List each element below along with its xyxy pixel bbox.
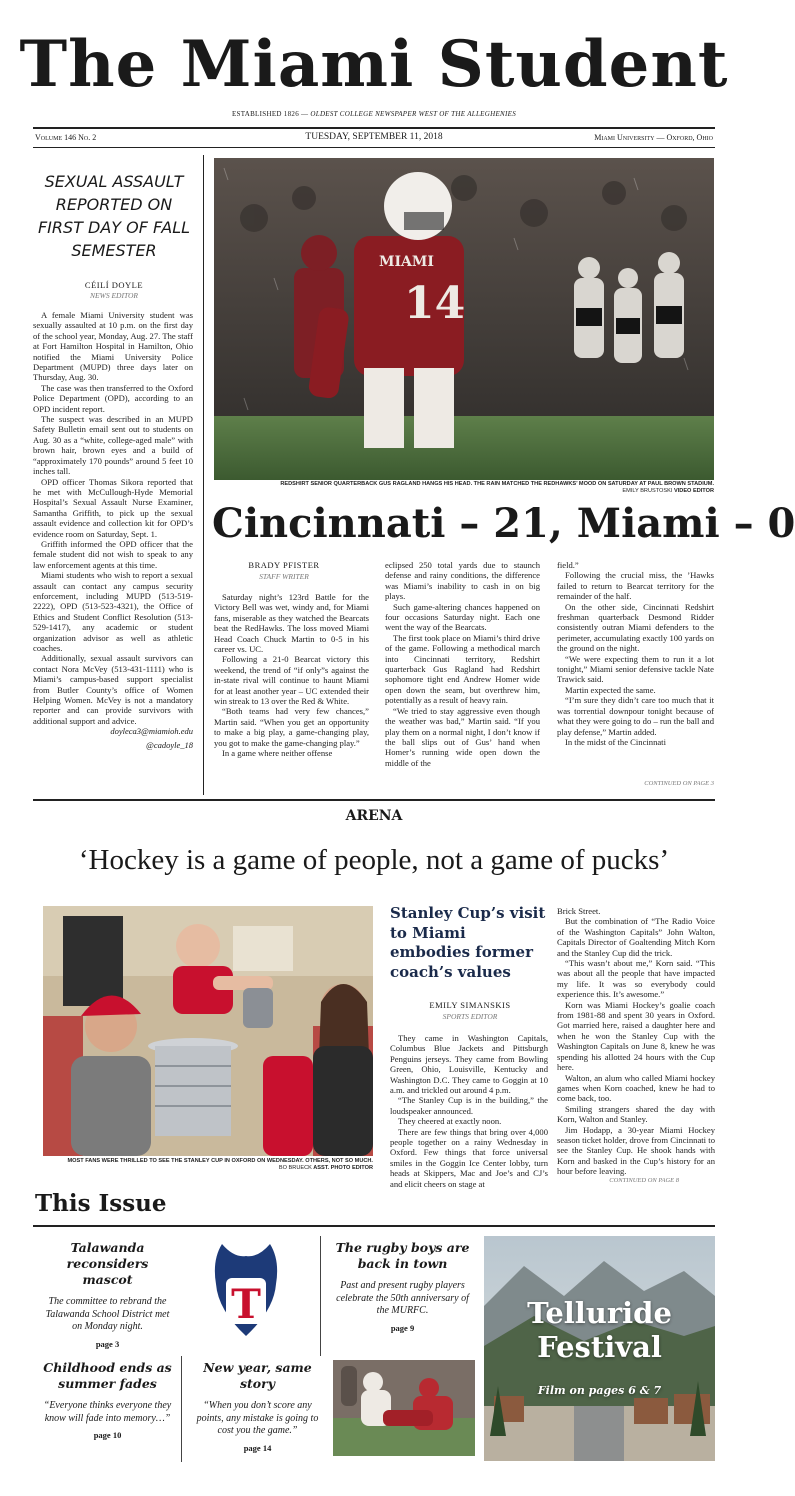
talawanda-logo	[208, 1240, 284, 1340]
article-paragraph: Brick Street.	[557, 906, 601, 916]
arena-col-2	[557, 906, 715, 1177]
article-paragraph: “Both teams had very few chances,” Martin said. “When you get an opportunity to make a big play, a game-changing play, you got to make the game-changing play.”	[214, 706, 369, 748]
svg-text:MIAMI: MIAMI	[379, 254, 434, 270]
article-paragraph: A female Miami University student was sexually assaulted at 10 p.m. on the first day of the school year, Monday, Aug. 27. The staff at Fort Hamilton Hospital in Hamilton, Ohio notified the Miami University Police Department (MUPD) three days later on Thursday, Aug. 30.	[33, 310, 193, 383]
masthead-rule-bottom	[33, 147, 715, 148]
article-paragraph: But the combination of “The Radio Voice of the Washington Capitals” John Walton, Capitals Director of Goaltending Mitch Korn and the Stanley Cup did the trick.	[557, 916, 715, 958]
football-photo	[214, 158, 714, 480]
football-col-1	[214, 592, 369, 792]
article-paragraph: They cheered at exactly noon.	[398, 1116, 502, 1127]
masthead-title: The Miami Student	[19, 27, 729, 102]
talawanda-logo-letter: T	[231, 1281, 261, 1328]
article-paragraph: field.”	[557, 560, 579, 570]
teaser-page[interactable]: page 10	[93, 1430, 122, 1440]
football-caption: REDSHIRT SENIOR QUARTERBACK GUS RAGLAND HANGS HIS HEAD. THE RAIN MATCHED THE REDHAWKS’ MOOD ON SATURDAY AT PAUL BROWN STADIUM. EMILY BRUSTOSKI VIDEO EDITOR	[280, 481, 714, 494]
article-paragraph: “We were expecting them to run it a lot tonight,” Miami senior defensive tackle Nate Trawick said.	[557, 653, 714, 685]
article-paragraph: There are few things that bring over 4,000 people together on a rainy Wednesday in Oxford. Few things that force universal smiles in the Goggin Ice Center lobby, turn heads at Skippers, Mac and Joe’s and CJ’s and elicit cheers on stage at	[390, 1126, 548, 1189]
article-paragraph: They came in Washington Capitals, Columbus Blue Jackets and Pittsburgh Penguins jerseys. They came from Bowling Green, Ohio, Louisville, Kentucky and Washington D.C. They came to Goggin at 10 a.m. and trickled out around 4 p.m.	[390, 1033, 548, 1096]
teaser-text: “When you don’t score any points, any mistake is going to cost you the game.”	[196, 1400, 319, 1436]
masthead-rule-top	[33, 127, 715, 129]
article-paragraph: Miami students who wish to report a sexual assault can contact any campus security enforcement, including MUPD (513-519-2222), OPD (513-523-4321), the Office of Ethics and Student Conflict Resolution (513-529-1417), any academic or student organization advisor as well as athletic coaches.	[33, 570, 193, 653]
teaser-talawanda	[40, 1240, 175, 1349]
teaser-text: Past and present rugby players celebrate the 50th anniversary of the MURFC.	[336, 1280, 469, 1316]
assault-author-role: NEWS EDITOR	[90, 291, 138, 300]
article-paragraph: Such game-altering chances happened on four occasions Saturday night. Each one went the way of the Bearcats.	[385, 601, 540, 633]
teaser-title[interactable]: Talawanda reconsiders mascot	[66, 1240, 149, 1287]
article-paragraph: OPD officer Thomas Sikora reported that he met with McCullough-Hyde Memorial Hospital’s Sexual Assault Nurse Examiner, Samantha Griffith, to pick up the sexual assault evidence and collection kit for OPD’s evidence room on Saturday, Sept. 1.	[33, 476, 193, 539]
article-paragraph: Korn was Miami Hockey’s goalie coach from 1981-88 and spent 30 years in Oxford. Got married here, raised a daughter here and when he won the Stanley Cup with the Washington Capitals on June 8, knew he was spending his allotted 24 hours with the Cup here.	[557, 999, 715, 1073]
article-paragraph: “The Stanley Cup is in the building,” the loudspeaker announced.	[390, 1095, 548, 1116]
article-paragraph: The first took place on Miami’s third drive of the game. Following a methodical march into Cincinnati territory, Redshirt quarterback Gus Ragland had Redshirt sophomore tight end Andrew Homer wide open down the seam, but overthrew him, potentially as a result of heavy rain.	[385, 632, 540, 706]
this-issue-title: This Issue	[35, 1190, 167, 1217]
football-author: BRADY PFISTER	[248, 560, 320, 570]
section-rule-arena	[33, 799, 715, 801]
football-headline: Cincinnati – 21, Miami – 0	[212, 500, 795, 547]
assault-headline: SEXUAL ASSAULT REPORTED ON FIRST DAY OF FALL SEMESTER	[37, 172, 191, 260]
stanley-cup-caption: MOST FANS WERE THRILLED TO SEE THE STANLEY CUP IN OXFORD ON WEDNESDAY. OTHERS, NOT SO MUCH. BO BRUECK ASST. PHOTO EDITOR	[67, 1158, 373, 1171]
teaser-divider-vertical-2	[181, 1356, 182, 1462]
arena-headline: ‘Hockey is a game of people, not a game of pucks’	[78, 844, 670, 876]
teaser-page[interactable]: page 3	[95, 1338, 120, 1349]
arena-subhead: Stanley Cup’s visit to Miami embodies former coach’s values	[390, 904, 546, 981]
arena-section-label: ARENA	[345, 808, 403, 824]
arena-author-role: SPORTS EDITOR	[442, 1012, 498, 1021]
football-author-role: STAFF WRITER	[259, 572, 309, 581]
column-divider	[203, 155, 204, 795]
telluride-subtitle: Film on pages 6 & 7	[537, 1384, 662, 1397]
teaser-text: The committee to rebrand the Talawanda School District met on Monday night.	[45, 1296, 170, 1332]
article-paragraph: Following a 21-0 Bearcat victory this weekend, the trend of “if only”s against the in-state rival will continue to haunt Miami for at least another year – UC extended their win streak to 13 over the Red & White.	[214, 654, 369, 707]
article-paragraph: Smiling strangers shared the day with Korn, Walton and Stanley.	[557, 1103, 715, 1125]
assault-author: CÉILÍ DOYLE	[84, 280, 144, 290]
teaser-title[interactable]: The rugby boys are back in town	[335, 1240, 470, 1271]
assault-email: doyleca3@miamioh.edu	[110, 726, 193, 736]
article-paragraph: “We tried to stay aggressive even though the weather was bad,” Martin said. “If you play them on a normal night, I don’t know if the ball slips out of Gus’ hand when Homer’s running wide open down the middle of the	[385, 705, 540, 768]
arena-col-1	[390, 1033, 548, 1189]
teaser-title[interactable]: New year, same story	[203, 1360, 312, 1391]
arena-author: EMILY SIMANSKIS	[429, 1000, 511, 1010]
article-paragraph: Martin expected the same.	[565, 684, 656, 695]
article-paragraph: Additionally, sexual assault survivors can contact Nora McVey (513-431-1111) who is Miami’s campus-based support specialist from Butler County’s office of Women Helping Women. McVey is not a mandatory reporter and can provide survivors with additional support and advice.	[33, 653, 193, 726]
arena-continued: CONTINUED ON PAGE 8	[609, 1177, 679, 1184]
article-paragraph: Walton, an alum who called Miami hockey games when Korn coached, knew he had to come back, too.	[557, 1072, 715, 1104]
teaser-title[interactable]: Childhood ends as summer fades	[43, 1360, 172, 1391]
this-issue-rule	[33, 1225, 715, 1227]
article-paragraph: On the other side, Cincinnati Redshirt freshman quarterback Desmond Ridder consistently outran Miami defenders to the perimeter, accumulating exactly 100 yards on the ground on the night.	[557, 601, 714, 654]
telluride-title: Telluride Festival	[527, 1296, 672, 1364]
teaser-text: “Everyone thinks everyone they know will fade into memory…”	[43, 1400, 172, 1424]
football-col-2	[385, 560, 540, 792]
article-paragraph: The suspect was described in an MUPD Safety Bulletin email sent out to students on Aug. 30 as a “white, college-aged male” with brown hair, brown eyes and a build of “approximately 170 pounds” around 5 feet 10 inches tall.	[33, 414, 193, 477]
issue-date: TUESDAY, SEPTEMBER 11, 2018	[305, 132, 443, 142]
rugby-photo	[333, 1360, 475, 1456]
article-paragraph: Griffith informed the OPD officer that the female student did not wish to speak to any law enforcement agents at this time.	[33, 538, 193, 570]
article-paragraph: “This wasn’t about me,” Korn said. “This was about all the people that have impacted my life. It was so everybody could experience this. It’s awesome.”	[557, 958, 715, 1000]
teaser-page[interactable]: page 14	[243, 1442, 272, 1453]
article-paragraph: Jim Hodapp, a 30-year Miami Hockey season ticket holder, drove from Cincinnati to see the Stanley Cup. He shook hands with Korn and basked in the Cup’s history for an hour before leaving.	[557, 1124, 715, 1177]
assault-handle: @cadoyle_18	[146, 740, 193, 750]
volume-info: Volume 146 No. 2	[35, 133, 97, 142]
svg-text:14: 14	[404, 278, 466, 329]
article-paragraph: In a game where neither offense	[222, 748, 333, 759]
teaser-childhood	[40, 1360, 175, 1440]
assault-body	[33, 310, 193, 726]
football-col-3	[557, 560, 714, 778]
football-continued: CONTINUED ON PAGE 3	[644, 780, 714, 787]
teaser-rugby	[335, 1240, 470, 1333]
article-paragraph: “I’m sure they didn’t care too much that it was torrential downpour tonight because of what they were going to do – run the ball and play defense,” Martin added.	[557, 695, 714, 737]
article-paragraph: Following the crucial miss, the ’Hawks failed to return to Bearcat territory for the remainder of the half.	[557, 570, 714, 602]
stanley-cup-photo	[43, 906, 373, 1156]
masthead-tagline: ESTABLISHED 1826 — OLDEST COLLEGE NEWSPAPER WEST OF THE ALLEGHENIES	[231, 110, 517, 118]
masthead-location: Miami University — Oxford, Ohio	[594, 133, 713, 142]
teaser-divider-vertical	[320, 1236, 321, 1356]
article-paragraph: Saturday night’s 123rd Battle for the Victory Bell was wet, windy and, for Miami fans, miserable as they watched the Bearcats beat the RedHawks. The loss moved Miami Head Coach Chuck Martin to 0-5 in his career vs. UC.	[214, 592, 369, 655]
article-paragraph: In the midst of the Cincinnati	[565, 736, 666, 747]
teaser-page[interactable]: page 9	[390, 1322, 415, 1333]
teaser-new-year	[190, 1360, 325, 1453]
article-paragraph: The case was then transferred to the Oxford Police Department (OPD), according to an OPD incident report.	[33, 382, 193, 414]
article-paragraph: eclipsed 250 total yards due to staunch defense and rainy conditions, the difference was Miami’s inability to cash in on big plays.	[385, 560, 540, 602]
